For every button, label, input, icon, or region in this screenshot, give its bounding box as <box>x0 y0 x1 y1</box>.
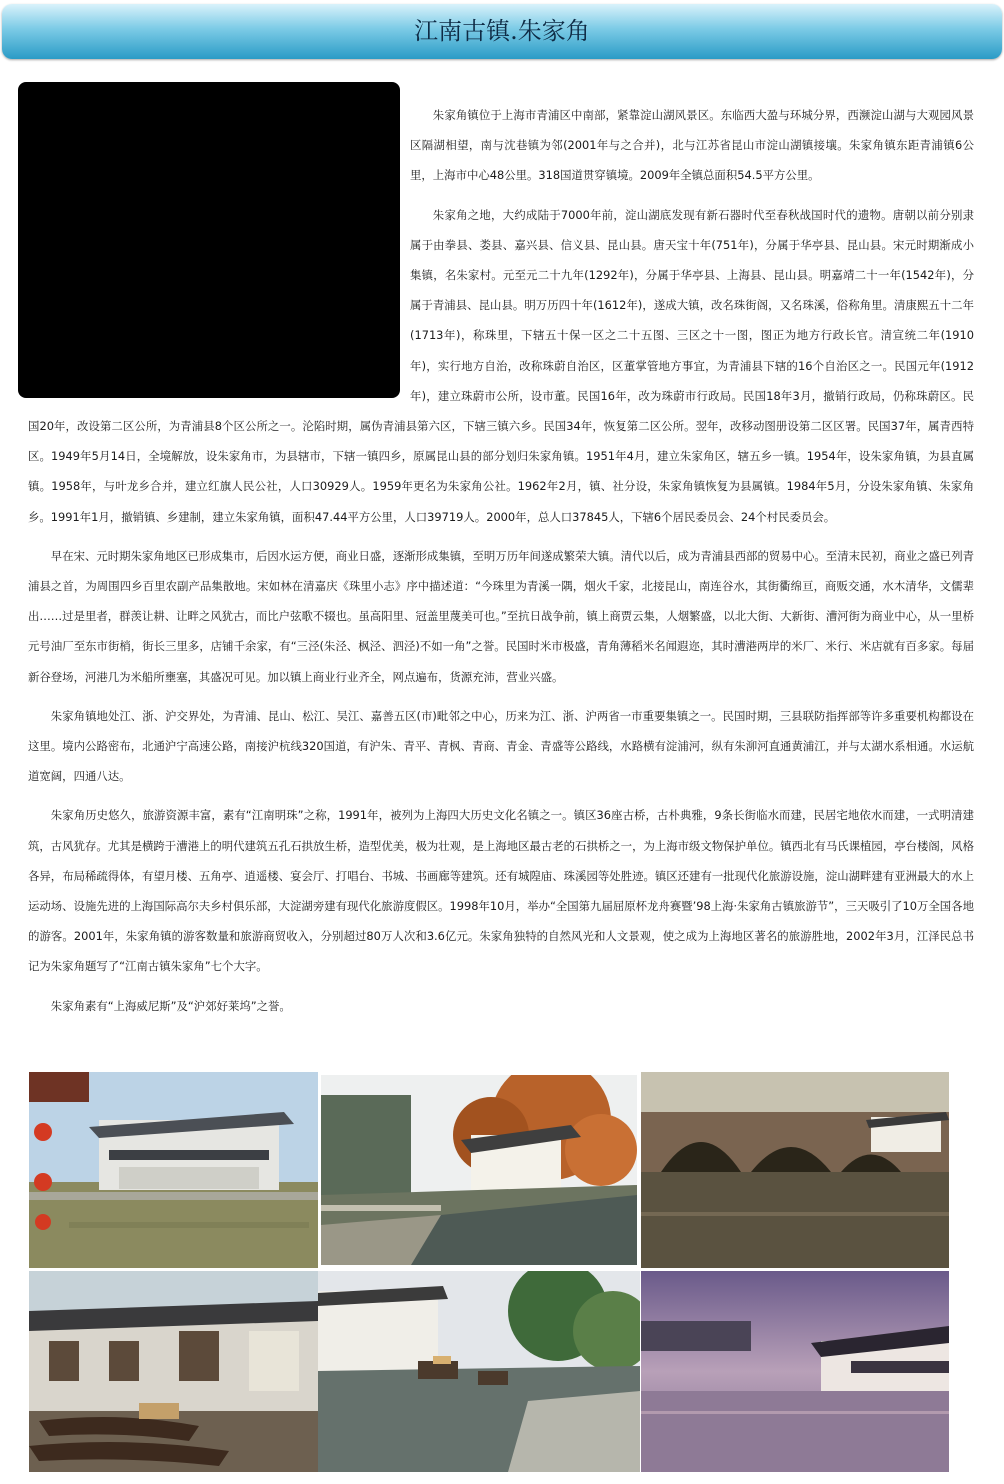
paragraph-nickname: 朱家角素有“上海威尼斯”及“沪郊好莱坞”之誉。 <box>50 998 291 1013</box>
photo-tourist-boats-canal[interactable] <box>318 1271 640 1472</box>
photo-canal-houses-lanterns[interactable] <box>29 1072 318 1268</box>
paragraph-commerce: 早在宋、元时期朱家角地区已形成集市，后因水运方便，商业日盛，逐渐形成集镇，至明万历年间遂成繁荣大镇。清代以后，成为青浦县西部的贸易中心。至清末民初，商业之盛已列青浦县之首，为周围四乡百里农副产品集散地。宋如林在清嘉庆《珠里小志》序中描述道：“今珠里为青溪一隅，烟火千家，北接昆山，南连谷水，其街衢绵亘，商贩交通，水木清华，文儒辈出……过是里者，群羡让耕、让畔之风犹古，而比户弦歌不辍也。虽高阳里、冠盖里蔑美可也。”至抗日战争前，镇上商贾云集，人烟繁盛，以北大街、大新街、漕河街为商业中心，从一里桥元号油厂至东市街梢，街长三里多，店铺千余家，有“三泾(朱泾、枫泾、泗泾)不如一角”之誉。民国时米市极盛，青角薄稻米名闻遐迩，其时漕港两岸的米厂、米行、米店就有百多家。每届新谷登场，河港几为米船所壅塞，其盛况可见。加以镇上商业行业齐全，网点遍布，货源充沛，营业兴盛。 <box>28 548 974 684</box>
photo-moored-boats[interactable] <box>29 1271 318 1472</box>
video-player[interactable] <box>18 82 400 398</box>
photo-stone-arch-bridge[interactable] <box>641 1072 949 1268</box>
page-title: 江南古镇.朱家角 <box>414 17 590 45</box>
paragraph-geography: 朱家角镇地处江、浙、沪交界处，为青浦、昆山、松江、吴江、嘉善五区(市)毗邻之中心，历来为江、浙、沪两省一市重要集镇之一。民国时期，三县联防指挥部等许多重要机构都设在这里。境内公路密布，北通沪宁高速公路，南接沪杭线320国道，有沪朱、青平、青枫、青商、青金、青盛等公路线，水路横有淀浦河，纵有朱泖河直通黄浦江，并与太湖水系相通。水运航道宽阔，四通八达。 <box>28 708 974 784</box>
page-header <box>2 4 1002 59</box>
article-body <box>28 82 974 1030</box>
paragraph-history: 朱家角之地，大约成陆于7000年前，淀山湖底发现有新石器时代至春秋战国时代的遗物。唐朝以前分别隶属于由拳县、娄县、嘉兴县、信义县、昆山县。唐天宝十年(751年)，分属于华亭县、昆山县。宋元时期渐成小集镇，名朱家村。元至元二十九年(1292年)，分属于华亭县、上海县、昆山县。明嘉靖二十一年(1542年)，分属于青浦县、昆山县。明万历四十年(1612年)，遂成大镇，改名珠街阁，又名珠溪，俗称角里。清康熙五十二年(1713年)，称珠里，下辖五十保一区之二十五图、三区之十一图，图正为地方行政长官。清宣统二年(1910年)，实行地方自治，改称珠蔚自治区，区董掌管地方事宜，为青浦县下辖的16个自治区之一。民国元年(1912年)，建立珠蔚市公所，设市董。民国16年，改为珠蔚市行政局。民国18年3月，撤销行政局，仍称珠蔚区。民国20年，改设第二区公所，为青浦县8个区公所之一。沦陷时期，属伪青浦县第六区，下辖三镇六乡。民国34年，恢复第二区公所。翌年，改移动图册设第二区区署。民国37年，属青西特区。1949年5月14日，全境解放，设朱家角市，为县辖市，下辖一镇四乡，原属昆山县的部分划归朱家角镇。1951年4月，建立朱家角区，辖五乡一镇。1954年，设朱家角镇，为县直属镇。1958年，与叶龙乡合并，建立红旗人民公社，人口30929人。1959年更名为朱家角公社。1962年2月，镇、社分设，朱家角镇恢复为县属镇。1984年5月，分设朱家角镇、朱家角乡。1991年1月，撤销镇、乡建制，建立朱家角镇，面积47.44平方公里，人口39719人。2000年，总人口37845人，下辖6个居民委员会、24个村民委员会。 <box>28 207 974 524</box>
photo-dusk-waterfront[interactable] <box>641 1271 949 1472</box>
photo-gallery <box>29 1072 949 1472</box>
paragraph-tourism: 朱家角历史悠久，旅游资源丰富，素有“江南明珠”之称，1991年，被列为上海四大历史文化名镇之一。镇区36座古桥，古朴典雅，9条长街临水而建，民居宅地依水而建，一式明清建筑，古风犹存。尤其是横跨于漕港上的明代建筑五孔石拱放生桥，造型优美，极为壮观，是上海地区最古老的石拱桥之一，为上海市级文物保护单位。镇西北有马氏课植园，亭台楼阁，风格各异，布局稀疏得体，有望月楼、五角亭、逍遥楼、宴会厅、打唱台、书城、书画廊等建筑。还有城隍庙、珠溪园等处胜迹。镇区还建有一批现代化旅游设施，淀山湖畔建有亚洲最大的水上运动场、设施先进的上海国际高尔夫乡村俱乐部，大淀湖旁建有现代化旅游度假区。1998年10月，举办“全国第九届屈原杯龙舟赛暨’98上海·朱家角古镇旅游节”，三天吸引了10万全国各地的游客。2001年，朱家角镇的游客数量和旅游商贸收入，分别超过80万人次和3.6亿元。朱家角独特的自然风光和人文景观，使之成为上海地区著名的旅游胜地，2002年3月，江泽民总书记为朱家角题写了“江南古镇朱家角”七个大字。 <box>28 808 974 974</box>
photo-autumn-tree-canal[interactable] <box>321 1075 637 1265</box>
paragraph-location: 朱家角镇位于上海市青浦区中南部，紧靠淀山湖风景区。东临西大盈与环城分界，西濒淀山湖与大观园风景区隔湖相望，南与沈巷镇为邻(2001年与之合并)，北与江苏省昆山市淀山湖镇接壤。朱家角镇东距青浦镇6公里，上海市中心48公里。318国道贯穿镇境。2009年全镇总面积54.5平方公里。 <box>410 108 974 183</box>
